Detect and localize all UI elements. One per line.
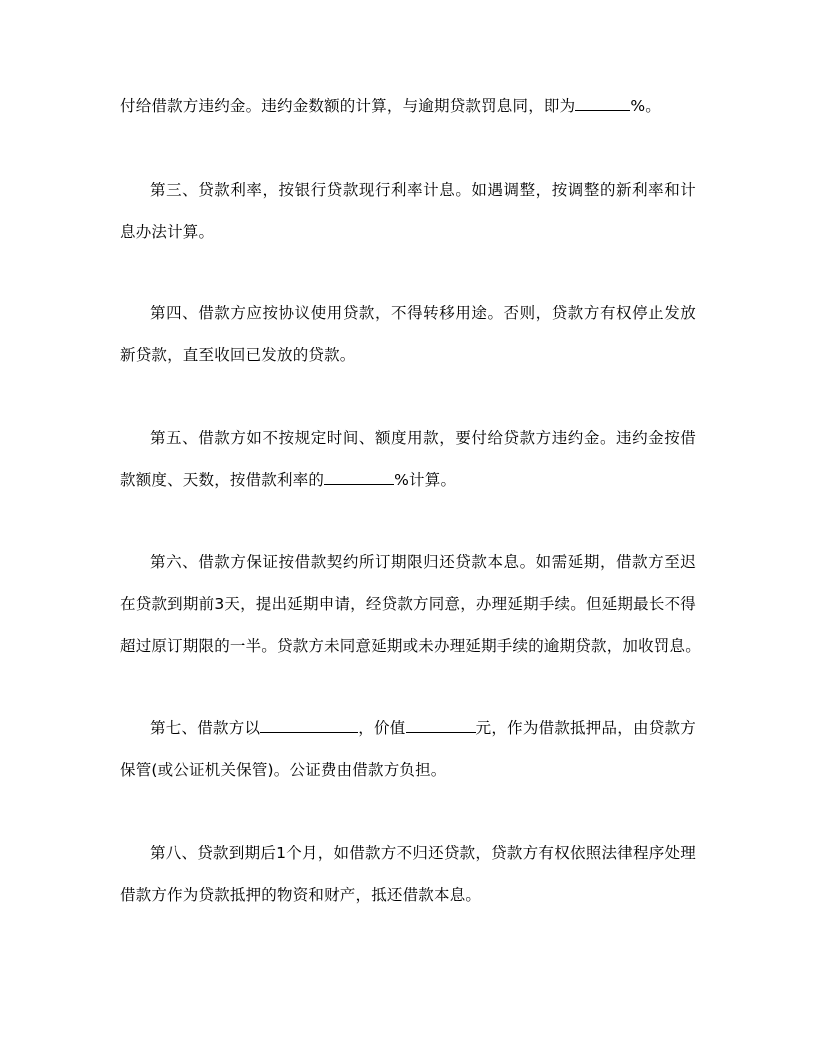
paragraph-5-line-3: 超过原订期限的一半。贷款方未同意延期或未办理延期手续的逾期贷款，加收罚息。 [120, 637, 701, 655]
paragraph-4-line-2 [120, 470, 696, 490]
text-segment: %。 [630, 97, 661, 115]
fill-in-blank [260, 718, 358, 733]
paragraph-5-line-2: 在贷款到期前3天，提出延期申请，经贷款方同意，办理延期手续。但延期最长不得 [120, 595, 696, 613]
text-segment: 元，作为借款抵押品，由贷款方 [475, 719, 696, 737]
fill-in-blank [324, 470, 394, 485]
paragraph-2-line-1: 第三、贷款利率，按银行贷款现行利率计息。如遇调整，按调整的新利率和计 [150, 181, 696, 199]
fill-in-blank [406, 718, 476, 733]
paragraph-2-line-2: 息办法计算。 [120, 223, 215, 241]
paragraph-3-line-2: 新贷款，直至收回已发放的贷款。 [120, 346, 356, 364]
paragraph-6-line-1 [150, 718, 696, 738]
paragraph-7-line-2: 借款方作为贷款抵押的物资和财产，抵还借款本息。 [120, 886, 482, 904]
text-segment: 第七、借款方以 [150, 719, 261, 737]
fill-in-blank [575, 96, 630, 111]
paragraph-5-line-1: 第六、借款方保证按借款契约所订期限归还贷款本息。如需延期，借款方至迟 [150, 553, 696, 571]
text-segment: 付给借款方违约金。违约金数额的计算，与逾期贷款罚息同，即为 [120, 97, 576, 115]
paragraph-7-line-1: 第八、贷款到期后1个月，如借款方不归还贷款，贷款方有权依照法律程序处理 [150, 844, 696, 862]
text-segment: 款额度、天数，按借款利率的 [120, 471, 325, 489]
paragraph-3-line-1: 第四、借款方应按协议使用贷款，不得转移用途。否则，贷款方有权停止发放 [150, 304, 696, 322]
paragraph-4-line-1: 第五、借款方如不按规定时间、额度用款，要付给贷款方违约金。违约金按借 [150, 429, 696, 447]
paragraph-6-line-2: 保管(或公证机关保管)。公证费由借款方负担。 [120, 761, 447, 779]
text-segment: ，价值 [358, 719, 406, 737]
paragraph-1-line-1 [120, 96, 696, 116]
text-segment: %计算。 [394, 471, 457, 489]
